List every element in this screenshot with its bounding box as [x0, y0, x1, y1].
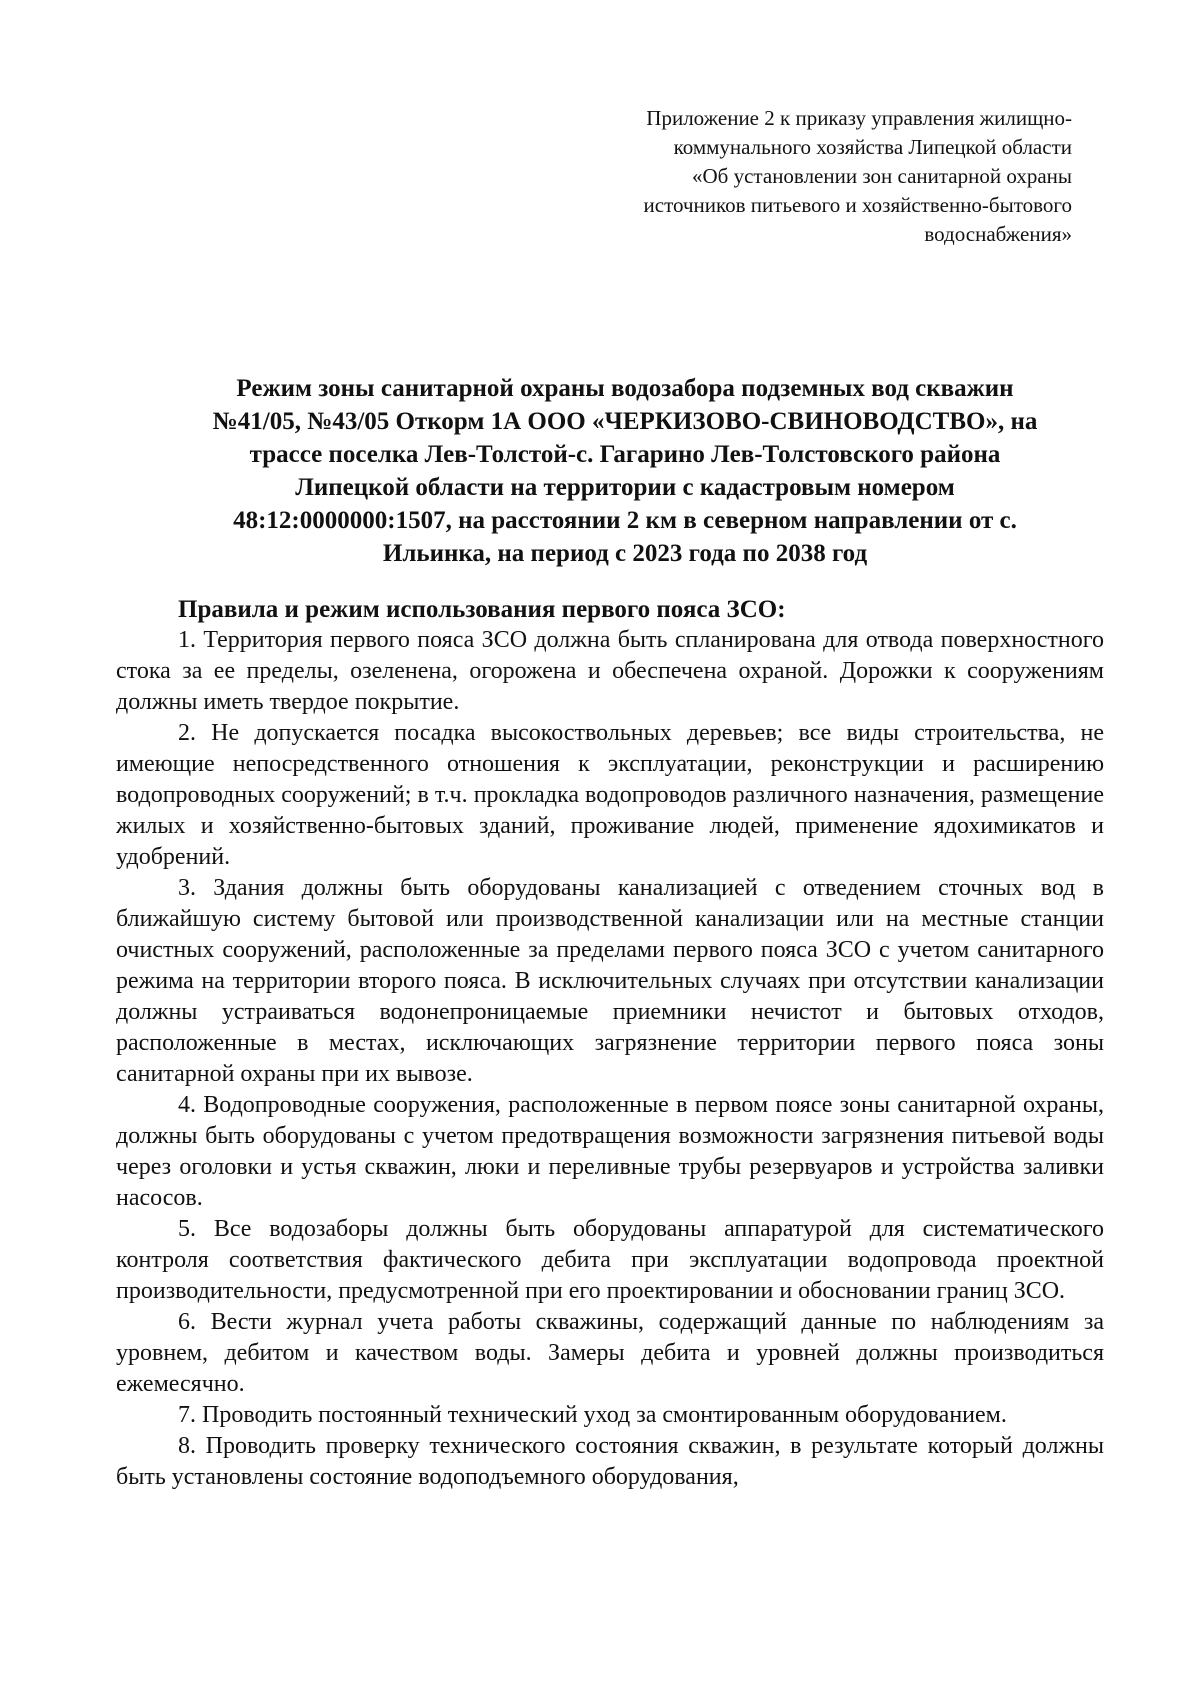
- title-line: Липецкой области на территории с кадастровым номером: [295, 474, 955, 501]
- appendix-line: коммунального хозяйства Липецкой области: [673, 135, 1072, 159]
- rule-paragraph-5: 5. Все водозаборы должны быть оборудованы аппаратурой для систематического контроля соответствия фактического дебита при эксплуатации водопровода проектной производительности, предусмотренной при его проектировании и обосновании границ ЗСО.: [116, 1216, 1104, 1304]
- rule-paragraph-2: 2. Не допускается посадка высокоствольных деревьев; все виды строительства, не имеющие непосредственного отношения к эксплуатации, реконструкции и расширению водопроводных сооружений; в т.ч. прокладка водопроводов различного назначения, размещение жилых и хозяйственно-бытовых зданий, проживание людей, применение ядохимикатов и удобрений.: [116, 720, 1104, 870]
- section-heading: Правила и режим использования первого пояса ЗСО:: [178, 596, 786, 623]
- appendix-line: водоснабжения»: [924, 222, 1072, 246]
- title-line: 48:12:0000000:1507, на расстоянии 2 км в северном направлении от с.: [233, 507, 1017, 534]
- rule-paragraph-8: 8. Проводить проверку технического состояния скважин, в результате который должны быть установлены состояние водоподъемного оборудования,: [116, 1433, 1104, 1490]
- title-line: №41/05, №43/05 Откорм 1А ООО «ЧЕРКИЗОВО-СВИНОВОДСТВО», на: [212, 408, 1038, 435]
- appendix-line: источников питьевого и хозяйственно-бытового: [643, 193, 1072, 217]
- rule-paragraph-3: 3. Здания должны быть оборудованы канализацией с отведением сточных вод в ближайшую систему бытовой или производственной канализации или на местные станции очистных сооружений, расположенные за пределами первого пояса ЗСО с учетом санитарного режима на территории второго пояса. В исключительных случаях при отсутствии канализации должны устраиваться водонепроницаемые приемники нечистот и бытовых отходов, расположенные в местах, исключающих загрязнение территории первого пояса зоны санитарной охраны при их вывозе.: [116, 875, 1104, 1087]
- rules-body: [116, 625, 1104, 1493]
- rule-paragraph-7: 7. Проводить постоянный технический уход за смонтированным оборудованием.: [178, 1402, 1007, 1428]
- title-line: трассе поселка Лев-Толстой-с. Гагарино Лев-Толстовского района: [249, 441, 1001, 468]
- rule-paragraph-1: 1. Территория первого пояса ЗСО должна быть спланирована для отвода поверхностного стока за ее пределы, озеленена, огорожена и обеспечена охраной. Дорожки к сооружениям должны иметь твердое покрытие.: [116, 627, 1104, 715]
- rule-paragraph-4: 4. Водопроводные сооружения, расположенные в первом поясе зоны санитарной охраны, должны быть оборудованы с учетом предотвращения возможности загрязнения питьевой воды через оголовки и устья скважин, люки и переливные трубы резервуаров и устройства заливки насосов.: [116, 1092, 1104, 1211]
- appendix-line: Приложение 2 к приказу управления жилищно-: [646, 106, 1072, 130]
- title-line: Ильинка, на период с 2023 года по 2038 год: [382, 540, 868, 567]
- title-line: Режим зоны санитарной охраны водозабора подземных вод скважин: [236, 375, 1014, 402]
- appendix-note: [552, 104, 1072, 249]
- rule-paragraph-6: 6. Вести журнал учета работы скважины, содержащий данные по наблюдениям за уровнем, дебитом и качеством воды. Замеры дебита и уровней должны производиться ежемесячно.: [116, 1309, 1104, 1397]
- document-title: [150, 372, 1100, 570]
- appendix-line: «Об установлении зон санитарной охраны: [692, 164, 1072, 188]
